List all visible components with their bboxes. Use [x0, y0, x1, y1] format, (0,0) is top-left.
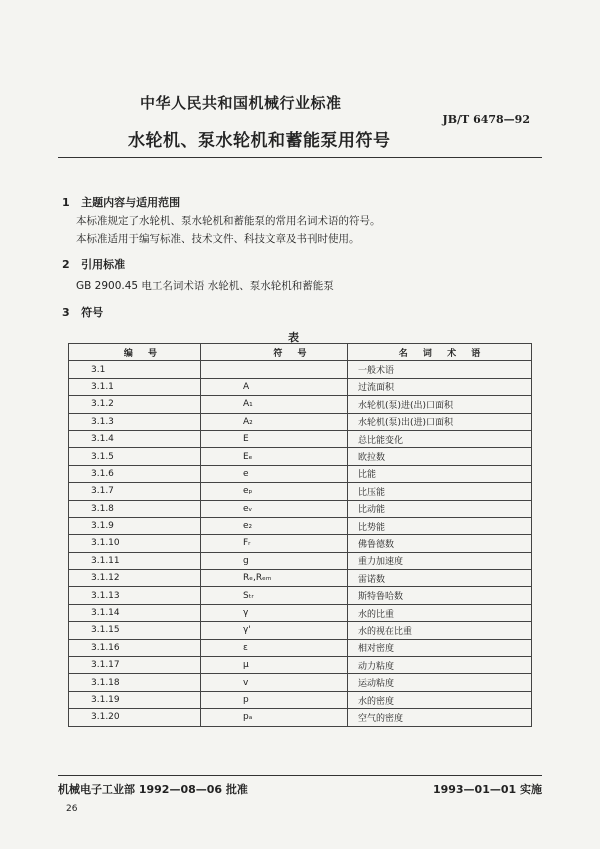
cell-number: 3.1.18	[69, 674, 201, 691]
cell-number: 3.1.6	[69, 465, 201, 482]
cell-term: 水的比重	[348, 604, 532, 621]
section-2-number: 2	[62, 258, 70, 271]
issuing-organization: 中华人民共和国机械行业标准	[140, 94, 342, 112]
cell-number: 3.1.2	[69, 396, 201, 413]
cell-term: 一般术语	[348, 361, 532, 378]
cell-symbol: v	[201, 674, 348, 691]
section-3-number: 3	[62, 306, 70, 319]
cell-symbol	[201, 361, 348, 378]
table-row	[69, 622, 532, 639]
cell-number: 3.1.5	[69, 448, 201, 465]
cell-symbol: Eₑ	[201, 448, 348, 465]
header-term: 名 词 术 语	[348, 344, 532, 361]
cell-symbol: eₚ	[201, 483, 348, 500]
cell-term: 比能	[348, 465, 532, 482]
cell-symbol: E	[201, 430, 348, 447]
cell-symbol: e₂	[201, 517, 348, 534]
cell-number: 3.1.1	[69, 378, 201, 395]
cell-term: 雷诺数	[348, 570, 532, 587]
section-2-paragraph-1: GB 2900.45 电工名词术语 水轮机、泵水轮机和蓄能泵	[76, 280, 334, 292]
cell-term: 佛鲁德数	[348, 535, 532, 552]
cell-number: 3.1.12	[69, 570, 201, 587]
cell-symbol: Fᵣ	[201, 535, 348, 552]
section-1-title: 主题内容与适用范围	[81, 196, 181, 209]
implementation-note: 1993—01—01 实施	[432, 783, 542, 796]
table-row	[69, 535, 532, 552]
cell-number: 3.1.19	[69, 691, 201, 708]
table-row	[69, 500, 532, 517]
cell-number: 3.1.17	[69, 657, 201, 674]
cell-number: 3.1.4	[69, 430, 201, 447]
symbols-table	[68, 343, 532, 727]
cell-number: 3.1.9	[69, 517, 201, 534]
standard-code: JB/T 6478—92	[442, 113, 530, 126]
cell-term: 动力粘度	[348, 657, 532, 674]
cell-term: 水的视在比重	[348, 622, 532, 639]
table-row	[69, 413, 532, 430]
cell-symbol: pₐ	[201, 709, 348, 726]
table-row	[69, 639, 532, 656]
cell-symbol: γ	[201, 604, 348, 621]
cell-symbol: A	[201, 378, 348, 395]
cell-number: 3.1.20	[69, 709, 201, 726]
table-row	[69, 483, 532, 500]
section-2-title: 引用标准	[81, 258, 126, 271]
cell-number: 3.1.13	[69, 587, 201, 604]
cell-symbol: eᵥ	[201, 500, 348, 517]
cell-number: 3.1.8	[69, 500, 201, 517]
section-3-heading	[62, 304, 103, 320]
table-row	[69, 709, 532, 726]
cell-term: 总比能变化	[348, 430, 532, 447]
table-header-row	[69, 344, 532, 361]
section-1-heading	[62, 194, 180, 210]
section-1-paragraph-2: 本标准适用于编写标准、技术文件、科技文章及书刊时使用。	[76, 233, 360, 245]
section-2-heading	[62, 256, 125, 272]
cell-symbol: A₁	[201, 396, 348, 413]
document-title: 水轮机、泵水轮机和蓄能泵用符号	[128, 131, 391, 151]
approval-note: 机械电子工业部 1992—08—06 批准	[58, 783, 248, 796]
header-symbol: 符 号	[201, 344, 348, 361]
cell-number: 3.1.15	[69, 622, 201, 639]
table-row	[69, 361, 532, 378]
cell-symbol: ε	[201, 639, 348, 656]
section-1-paragraph-1: 本标准规定了水轮机、泵水轮机和蓄能泵的常用名词术语的符号。	[76, 215, 381, 227]
cell-term: 运动粘度	[348, 674, 532, 691]
cell-symbol: g	[201, 552, 348, 569]
cell-symbol: Sₜᵣ	[201, 587, 348, 604]
cell-number: 3.1.11	[69, 552, 201, 569]
table-row	[69, 448, 532, 465]
cell-term: 比势能	[348, 517, 532, 534]
table-row	[69, 430, 532, 447]
table-row	[69, 552, 532, 569]
cell-number: 3.1.10	[69, 535, 201, 552]
table-body	[69, 361, 532, 726]
section-1-number: 1	[62, 196, 70, 209]
table-row	[69, 396, 532, 413]
table-row	[69, 587, 532, 604]
table-row	[69, 517, 532, 534]
cell-term: 比压能	[348, 483, 532, 500]
cell-term: 重力加速度	[348, 552, 532, 569]
header-number: 编 号	[69, 344, 201, 361]
cell-symbol: p	[201, 691, 348, 708]
cell-number: 3.1.7	[69, 483, 201, 500]
footer-rule	[58, 775, 542, 776]
table-caption: 表	[288, 331, 299, 344]
table-row	[69, 378, 532, 395]
cell-number: 3.1.16	[69, 639, 201, 656]
table-row	[69, 604, 532, 621]
cell-term: 水轮机(泵)进(出)口面积	[348, 396, 532, 413]
cell-term: 水的密度	[348, 691, 532, 708]
table-row	[69, 570, 532, 587]
table-row	[69, 691, 532, 708]
cell-term: 比动能	[348, 500, 532, 517]
cell-term: 过流面积	[348, 378, 532, 395]
section-3-title: 符号	[81, 306, 104, 319]
cell-term: 欧拉数	[348, 448, 532, 465]
cell-term: 斯特鲁哈数	[348, 587, 532, 604]
cell-number: 3.1.3	[69, 413, 201, 430]
page-number: 26	[66, 804, 78, 814]
header-rule	[58, 157, 542, 158]
cell-symbol: e	[201, 465, 348, 482]
table-row	[69, 674, 532, 691]
cell-term: 相对密度	[348, 639, 532, 656]
cell-number: 3.1	[69, 361, 201, 378]
cell-symbol: A₂	[201, 413, 348, 430]
cell-symbol: μ	[201, 657, 348, 674]
table-row	[69, 657, 532, 674]
cell-term: 水轮机(泵)出(进)口面积	[348, 413, 532, 430]
cell-number: 3.1.14	[69, 604, 201, 621]
cell-symbol: γ'	[201, 622, 348, 639]
cell-term: 空气的密度	[348, 709, 532, 726]
table-row	[69, 465, 532, 482]
cell-symbol: Rₑ,Rₑₘ	[201, 570, 348, 587]
